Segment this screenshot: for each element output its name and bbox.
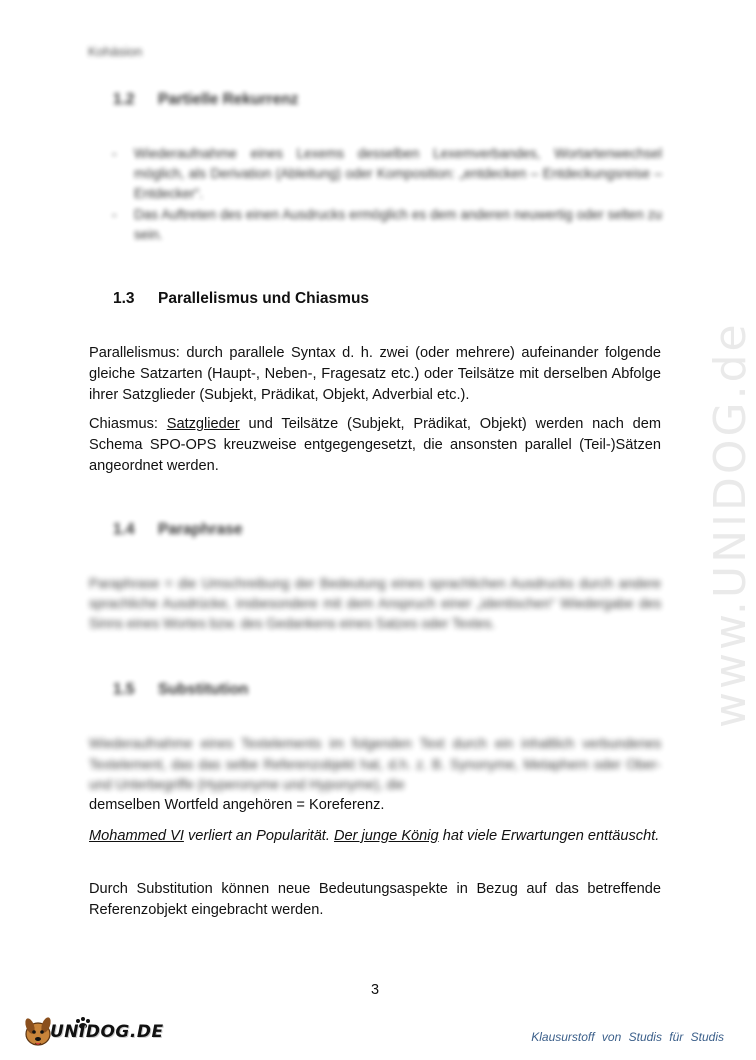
section-heading-1-3 — [113, 290, 369, 308]
footer-logo-text[interactable]: UNIDOG.DE — [50, 1022, 164, 1042]
paragraph-chiasmus — [89, 414, 661, 477]
example-referent-1: Mohammed VI — [89, 828, 184, 844]
satzglieder-link[interactable]: Satzglieder — [166, 416, 240, 432]
paragraph-substitution-blurred: Wiederaufnahme eines Textelements im folgenden Text durch ein inhaltlich verbundenes Textelement, das das selbe Referenzobjekt hat, d.h. z. B. Synonyme, Metaphern oder Ober- und Unterbegriffe (Hyperonyme und Hyponyme), die — [89, 736, 661, 792]
section-title: Partielle Rekurrenz — [158, 91, 299, 108]
bullet-list-1-2 — [112, 144, 662, 246]
list-item: - Wiederaufnahme eines Lexems desselben Lexemverbandes, Wortartenwechsel möglich, als Derivation (Ableitung) oder Komposition: „entdecken – Entdeckungsreise – Entdecker“. — [112, 144, 662, 204]
section-number: 1.2 — [113, 91, 135, 108]
section-heading-1-5 — [113, 681, 248, 699]
chiasmus-prefix: Chiasmus: — [89, 416, 167, 432]
page-number: 3 — [370, 982, 380, 998]
section-title: Parallelismus und Chiasmus — [158, 290, 370, 307]
example-text-1: verliert an Popularität. — [183, 828, 334, 844]
list-item: - Das Auftreten des einen Ausdrucks ermöglich es dem anderen neuwertig oder selten zu sein. — [112, 205, 662, 245]
section-number: 1.5 — [113, 681, 135, 698]
section-heading-1-2 — [113, 91, 298, 109]
section-heading-1-4 — [113, 521, 242, 539]
example-sentence — [89, 826, 661, 847]
example-referent-2: Der junge König — [333, 828, 439, 844]
watermark: www.UNIDOG.de — [705, 321, 756, 728]
footer-tagline: Klausurstoff von Studis für Studis — [531, 1030, 724, 1044]
paragraph-parallelismus: Parallelismus: durch parallele Syntax d. h. zwei (oder mehrere) aufeinander folgende gleiche Satzarten (Haupt-, Neben-, Fragesatz etc.) oder Teilsätze mit derselben Abfolge ihrer Satzglieder (Subjekt, Prädikat, Objekt, Adverbial etc.). — [89, 345, 661, 403]
running-header: Kohäsion — [88, 44, 143, 59]
section-title: Substitution — [158, 681, 249, 698]
section-number: 1.3 — [113, 290, 135, 307]
paragraph-substitution-tail: demselben Wortfeld angehören = Koreferenz. — [89, 797, 385, 813]
example-text-2: hat viele Erwartungen enttäuscht. — [438, 828, 660, 844]
paragraph-paraphrase: Paraphrase = die Umschreibung der Bedeutung eines sprachlichen Ausdrucks durch andere sprachliche Ausdrücke, insbesondere mit dem Anspruch einer „identischen“ Wiedergabe des Sinns eines Wortes bzw. des Gedankens eines Satzes oder Textes. — [89, 576, 661, 631]
section-title: Paraphrase — [158, 521, 243, 538]
chiasmus-rest: und Teilsätze (Subjekt, Prädikat, Objekt) werden nach dem Schema SPO-OPS kreuzweise entgegengesetzt, die ansonsten parallel (Teil-)Sätzen angeordnet werden. — [89, 416, 662, 474]
section-number: 1.4 — [113, 521, 135, 538]
paragraph-substitution-closing: Durch Substitution können neue Bedeutungsaspekte in Bezug auf das betreffende Referenzobjekt eingebracht werden. — [89, 881, 661, 918]
